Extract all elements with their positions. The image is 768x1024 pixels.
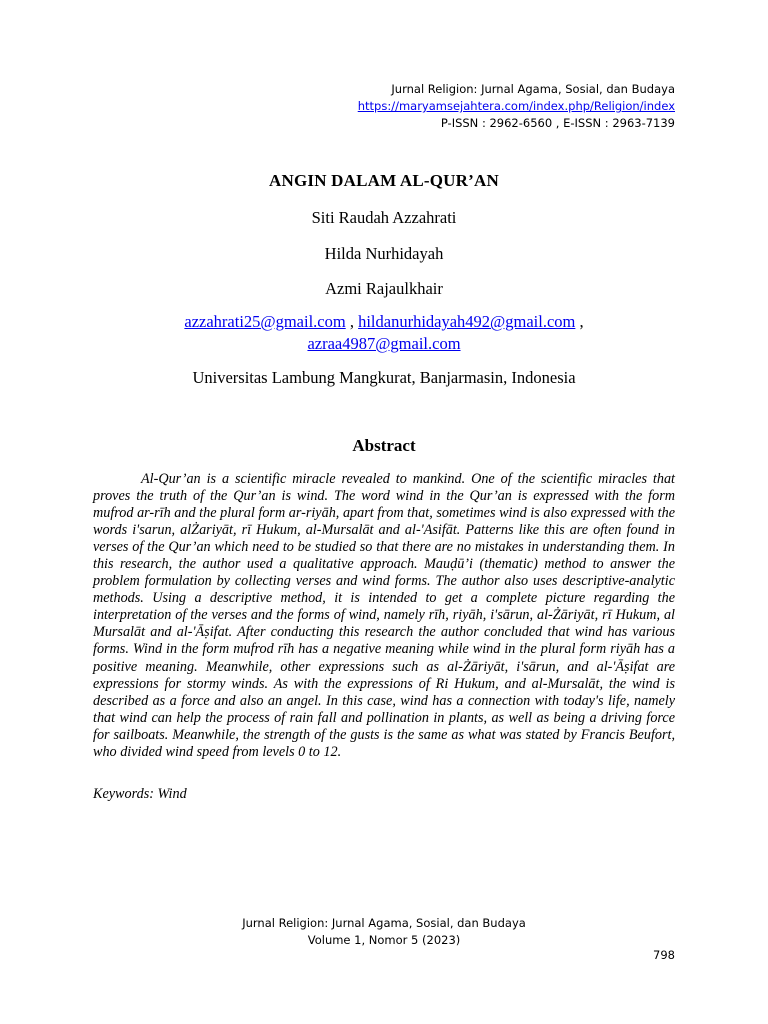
journal-name: Jurnal Religion: Jurnal Agama, Sosial, dan Budaya <box>391 82 675 96</box>
journal-url-link[interactable]: https://maryamsejahtera.com/index.php/Religion/index <box>357 99 675 113</box>
email-link-2[interactable]: hildanurhidayah492@gmail.com <box>358 312 576 331</box>
page-number: 798 <box>653 948 675 962</box>
author-2: Hilda Nurhidayah <box>324 244 444 263</box>
email-separator: , <box>345 312 359 331</box>
author-emails <box>0 311 768 355</box>
author-3: Azmi Rajaulkhair <box>325 279 443 298</box>
footer-volume: Volume 1, Nomor 5 (2023) <box>307 933 461 947</box>
email-link-1[interactable]: azzahrati25@gmail.com <box>184 312 346 331</box>
abstract-text: Al-Qur’an is a scientific miracle revealed to mankind. One of the scientific miracles that proves the truth of the Qur’an is wind. The word wind in the Qur’an is expressed with the form mufrod ar-rīh and the plural form ar-riyāh, apart from that, sometimes wind is also expressed with the words i'sarun, alŻariyāt, rī Hukum, al-Mursalāt and al-'Asifāt. Patterns like this are often found in verses of the Qur’an which need to be studied so that there are no mistakes in understanding them. In this research, the author used a qualitative approach. Mauḍū’i (thematic) method to answer the problem formulation by collecting verses and wind forms. The author also uses descriptive-analytic methods. Using a descriptive method, it is intended to get a complete picture regarding the interpretation of the verses and the forms of wind, namely rīh, riyāh, i'sārun, al-Żāriyāt, rī Hukum, al Mursalāt and al-'Āṣifat. After conducting this research the author concluded that wind has various forms. Wind in the form mufrod rīh has a negative meaning while wind in the plural form riyāh has a positive meaning. Meanwhile, other expressions such as al-Żāriyāt, i'sārun, and al-'Āṣifat are expressions for stormy winds. As with the expressions of Ri Hukum, and al-Mursalāt, the wind is described as a force and also an angel. In this case, wind has a connection with today's life, namely that wind can help the process of rain fall and pollination in plants, as well as being a driving force for sailboats. Meanwhile, the strength of the gusts is the same as what was stated by Francis Beufort, who divided wind speed from levels 0 to 12. <box>93 471 675 760</box>
email-link-3[interactable]: azraa4987@gmail.com <box>307 334 461 353</box>
affiliation: Universitas Lambung Mangkurat, Banjarmasin, Indonesia <box>192 368 576 387</box>
paper-title: ANGIN DALAM AL-QUR’AN <box>269 171 499 190</box>
issn-line: P-ISSN : 2962-6560 , E-ISSN : 2963-7139 <box>440 116 675 130</box>
email-separator: , <box>575 312 584 331</box>
author-1: Siti Raudah Azzahrati <box>311 208 457 227</box>
running-header <box>358 81 675 132</box>
keywords: Keywords: Wind <box>93 786 187 802</box>
page-footer <box>0 915 768 949</box>
footer-journal: Jurnal Religion: Jurnal Agama, Sosial, dan Budaya <box>242 916 526 930</box>
abstract-heading: Abstract <box>352 436 416 455</box>
